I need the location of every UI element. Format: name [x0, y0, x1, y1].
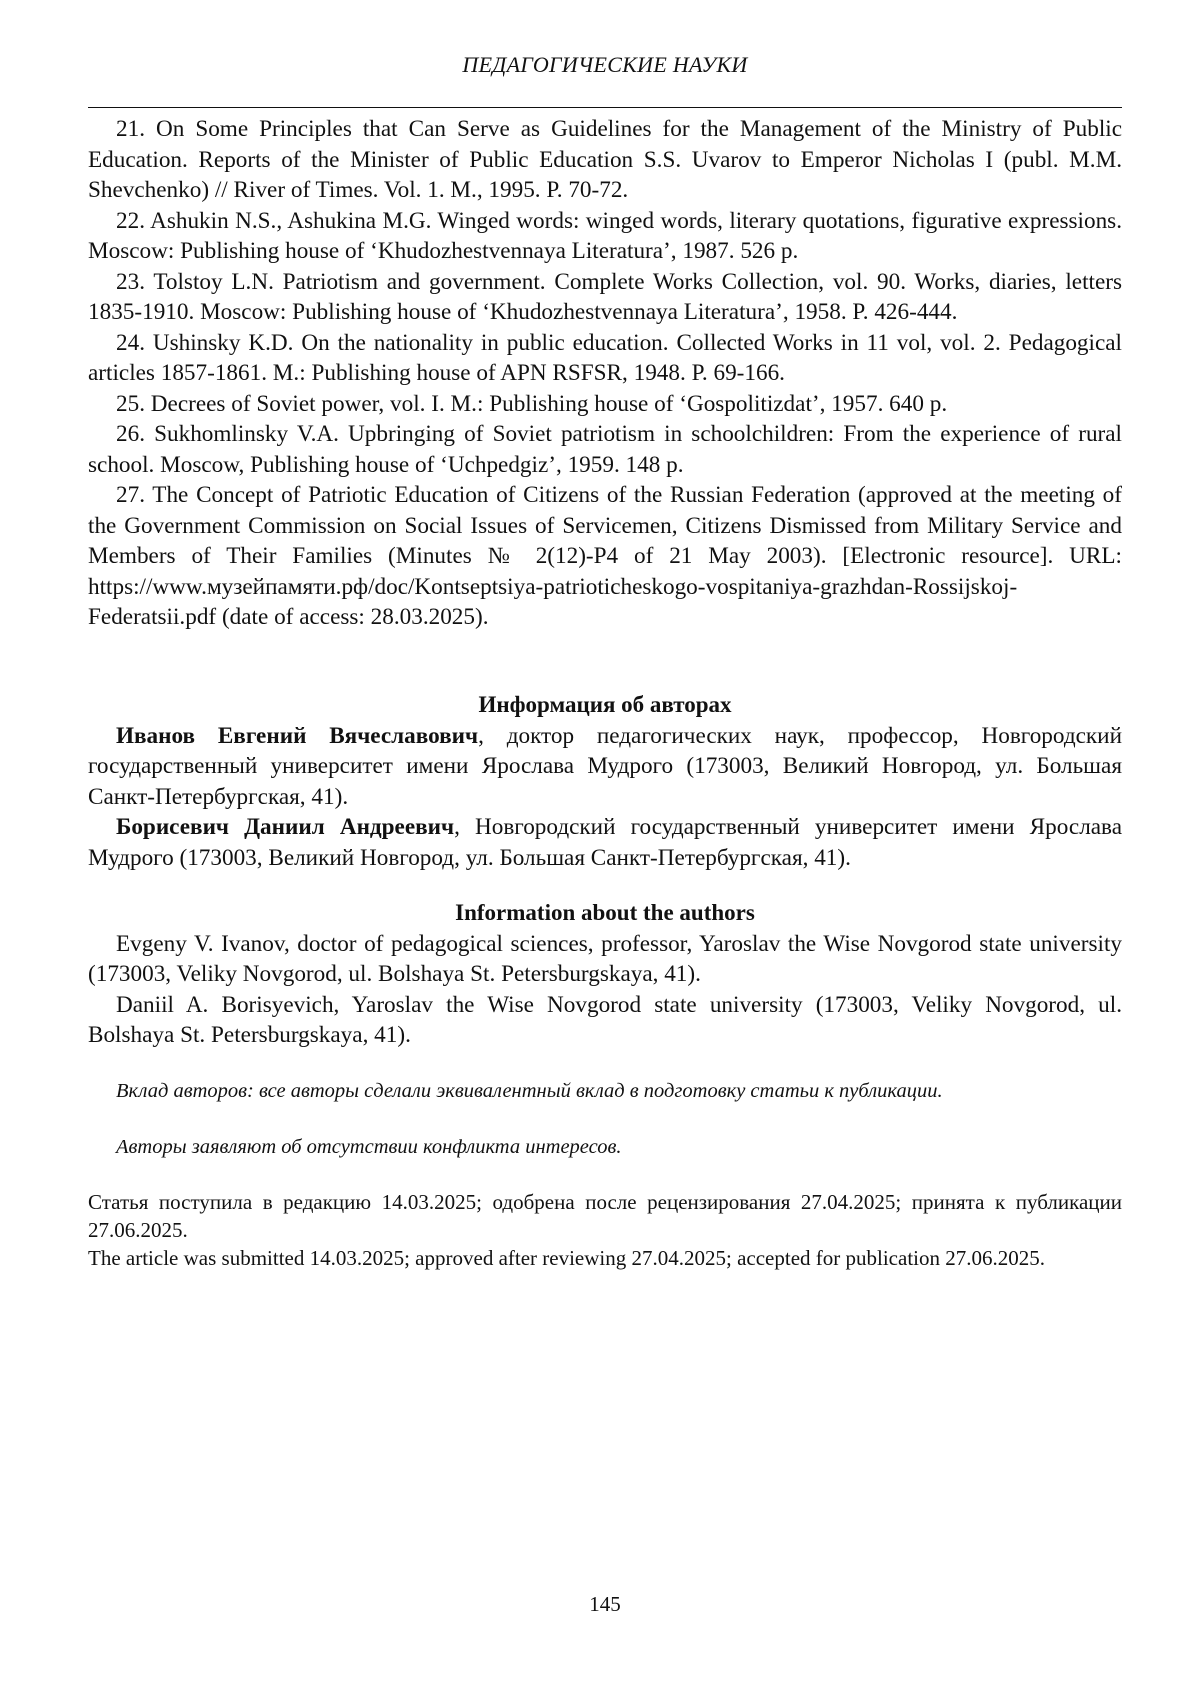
author-details: , доктор педагогических наук, профессор, Новгородский государственный университет имени Ярослава Мудрого (173003, Великий Новгород, ул. Большая Санкт-Петербургская, 41). — [88, 722, 1122, 810]
author-entry: Evgeny V. Ivanov, doctor of pedagogical sciences, professor, Yaroslav the Wise Novgorod state university (173003, Veliky Novgorod, ul. Bolshaya St. Petersburgskaya, 41). — [88, 930, 1122, 987]
author-name: Борисевич Даниил Андреевич — [116, 814, 455, 840]
dates-ru: Статья поступила в редакцию 14.03.2025; одобрена после рецензирования 27.04.2025; принята к публикации 27.06.2025. — [88, 1190, 1122, 1242]
author-details: , Новгородский государственный университет имени Ярослава Мудрого (173003, Великий Новгород, ул. Большая Санкт-Петербургская, 41). — [88, 814, 1122, 871]
running-title: ПЕДАГОГИЧЕСКИЕ НАУКИ — [462, 52, 748, 77]
authors-en-heading: Information about the authors — [455, 900, 755, 925]
contribution-note: Вклад авторов: все авторы сделали эквивалентный вклад в подготовку статьи к публикации. — [116, 1080, 943, 1102]
authors-info-en — [88, 898, 1122, 1051]
author-entry: Daniil A. Borisyevich, Yaroslav the Wise Novgorod state university (173003, Veliky Novgorod, ul. Bolshaya St. Petersburgskaya, 41). — [88, 991, 1122, 1048]
author-name: Иванов Евгений Вячеславович — [116, 722, 479, 749]
page-number: 145 — [589, 1592, 621, 1616]
reference-item: 24. Ushinsky K.D. On the nationality in public education. Collected Works in 11 vol, vol. 2. Pedagogical articles 1857-1861. M.: Publishing house of APN RSFSR, 1948. P. 69-166. — [88, 329, 1122, 386]
author-entry — [88, 812, 1122, 873]
reference-item: 25. Decrees of Soviet power, vol. I. M.: Publishing house of ‘Gospolitizdat’, 1957. 640 p. — [116, 390, 948, 417]
conflict-note: Авторы заявляют об отсутствии конфликта интересов. — [116, 1136, 622, 1158]
reference-item: 27. The Concept of Patriotic Education of Citizens of the Russian Federation (approved at the meeting of the Government Commission on Social Issues of Servicemen, Citizens Dismissed from Military Service and Members of Their Families (Minutes № 2(12)-P4 of 21 May 2003). [Electronic resource]. URL: https://www.музейпамяти.рф/doc/Kontseptsiya-patrioticheskogo-vospitaniya-grazhdan-Rossijskoj-Federatsii.pdf (date of access: 28.03.2025). — [88, 482, 1122, 630]
dates-en: The article was submitted 14.03.2025; approved after reviewing 27.04.2025; accepted for publication 27.06.2025. — [88, 1246, 1045, 1270]
reference-item: 26. Sukhomlinsky V.A. Upbringing of Soviet patriotism in schoolchildren: From the experience of rural school. Moscow, Publishing house of ‘Uchpedgiz’, 1959. 148 p. — [88, 421, 1122, 478]
reference-item: 22. Ashukin N.S., Ashukina M.G. Winged words: winged words, literary quotations, figurative expressions. Moscow: Publishing house of ‘Khudozhestvennaya Literatura’, 1987. 526 p. — [88, 207, 1122, 264]
reference-list — [88, 114, 1122, 633]
header-divider — [88, 107, 1122, 108]
article-dates — [88, 1188, 1122, 1272]
author-entry — [88, 721, 1122, 813]
authors-ru-heading: Информация об авторах — [478, 692, 732, 717]
authors-info-ru — [88, 690, 1122, 873]
reference-item: 21. On Some Principles that Can Serve as Guidelines for the Management of the Ministry of Public Education. Reports of the Minister of Public Education S.S. Uvarov to Emperor Nicholas I (publ. M.M. Shevchenko) // River of Times. Vol. 1. M., 1995. P. 70-72. — [88, 116, 1122, 203]
reference-item: 23. Tolstoy L.N. Patriotism and government. Complete Works Collection, vol. 90. Works, diaries, letters 1835-1910. Moscow: Publishing house of ‘Khudozhestvennaya Literatura’, 1958. P. 426-444. — [88, 268, 1122, 325]
